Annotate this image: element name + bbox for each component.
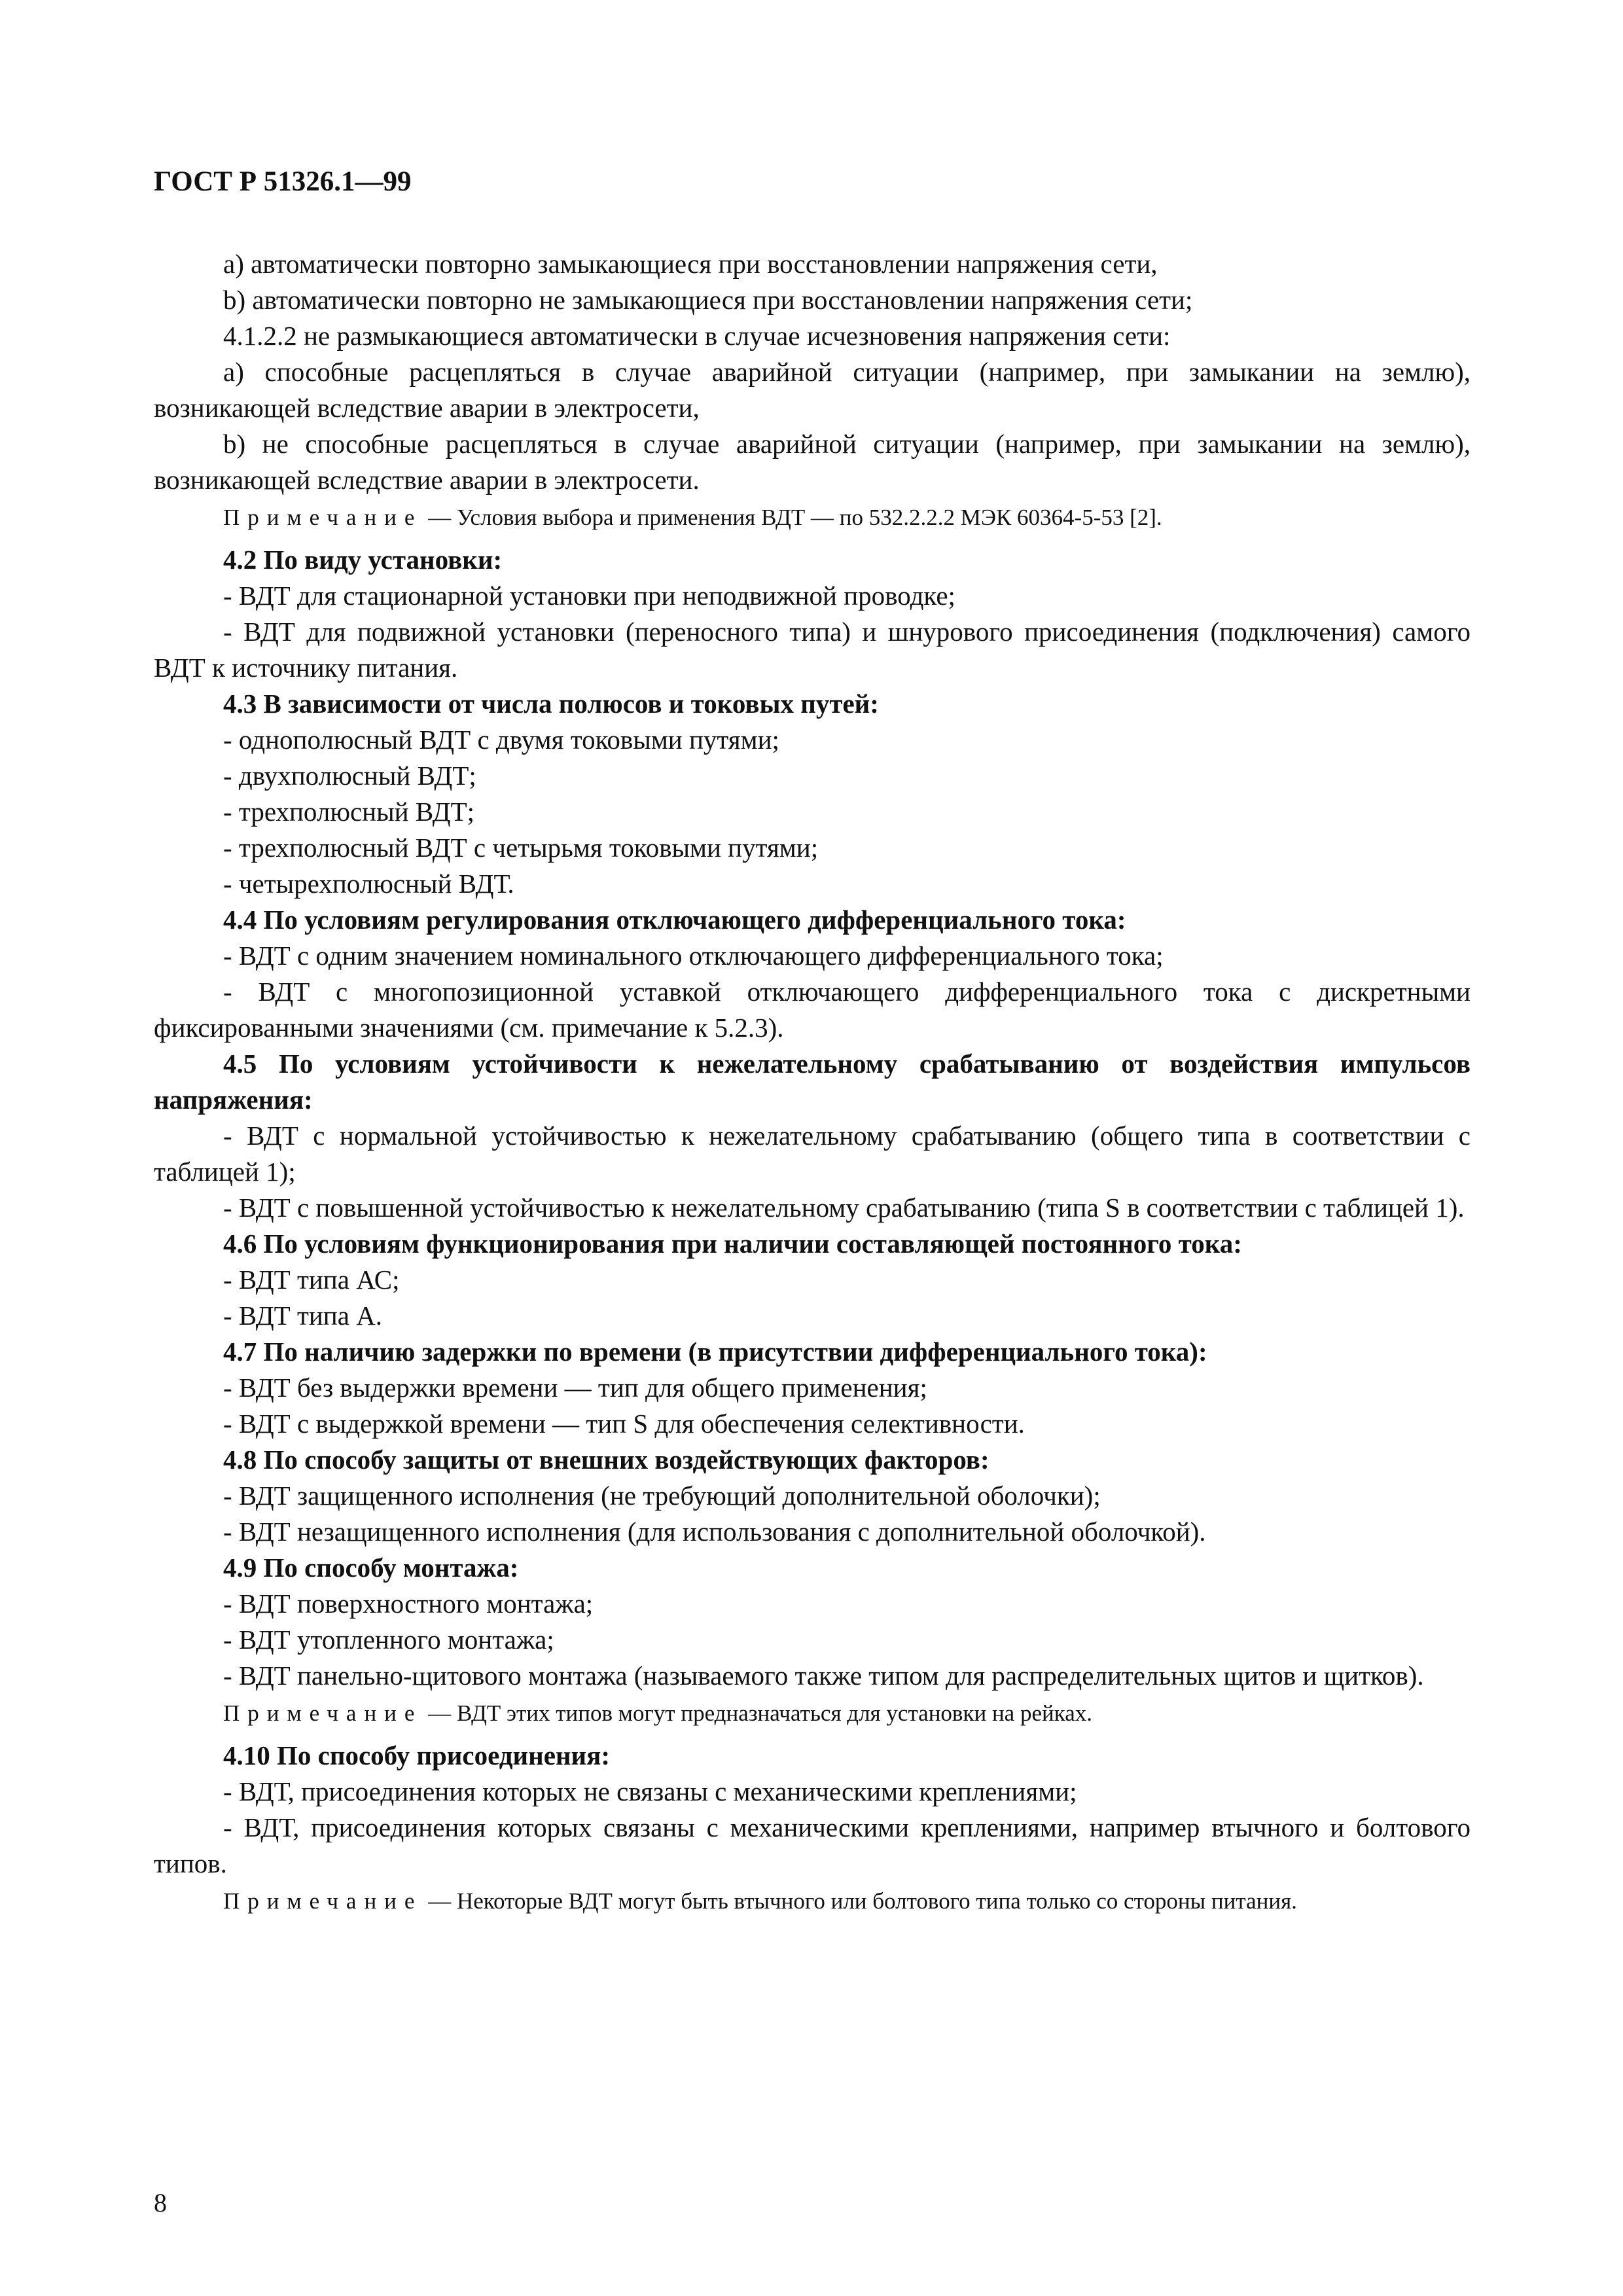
section-heading-4-7: 4.7 По наличию задержки по времени (в присутствии дифференциального тока): xyxy=(223,1336,1207,1367)
list-item: - четырехполюсный ВДТ. xyxy=(223,869,514,899)
page-number: 8 xyxy=(154,2188,167,2217)
note-label: Примечание xyxy=(223,505,423,530)
list-item: - ВДТ с многопозиционной уставкой отключающего дифференциального тока с дискретными фиксированными значениями (см. примечание к 5.2.3). xyxy=(154,977,1471,1043)
list-item: - ВДТ с повышенной устойчивостью к нежелательному срабатыванию (типа S в соответствии с таблицей 1). xyxy=(223,1193,1465,1223)
list-item: - ВДТ незащищенного исполнения (для использования с дополнительной оболочкой). xyxy=(223,1516,1206,1547)
document-header-title: ГОСТ Р 51326.1—99 xyxy=(154,166,412,197)
note xyxy=(154,502,1471,533)
list-item: - ВДТ без выдержки времени — тип для общего применения; xyxy=(223,1372,927,1403)
section-heading-4-4: 4.4 По условиям регулирования отключающего дифференциального тока: xyxy=(223,905,1126,935)
paragraph: 4.1.2.2 не размыкающиеся автоматически в случае исчезновения напряжения сети: xyxy=(223,321,1171,351)
list-item: - ВДТ утопленного монтажа; xyxy=(223,1624,554,1655)
note-label: Примечание xyxy=(223,1888,423,1914)
section-heading-4-3: 4.3 В зависимости от числа полюсов и токовых путей: xyxy=(223,689,879,719)
note-text: — Некоторые ВДТ могут быть втычного или болтового типа только со стороны питания. xyxy=(422,1888,1297,1914)
section-heading-4-2: 4.2 По виду установки: xyxy=(223,545,503,575)
paragraph: b) не способные расцепляться в случае аварийной ситуации (например, при замыкании на землю), возникающей вследствие аварии в электросети. xyxy=(154,429,1471,495)
list-item: - ВДТ типа АС; xyxy=(223,1265,400,1295)
note-text: — Условия выбора и применения ВДТ — по 532.2.2.2 МЭК 60364-5-53 [2]. xyxy=(422,505,1162,530)
list-item: - ВДТ с одним значением номинального отключающего дифференциального тока; xyxy=(223,941,1164,971)
list-item: - ВДТ для подвижной установки (переносного типа) и шнурового присоединения (подключения) самого ВДТ к источнику питания. xyxy=(154,617,1471,683)
section-heading-4-10: 4.10 По способу присоединения: xyxy=(223,1740,611,1770)
list-item: - ВДТ, присоединения которых связаны с механическими креплениями, например втычного и болтового типов. xyxy=(154,1812,1471,1878)
note-label: Примечание xyxy=(223,1700,423,1726)
section-heading-4-6: 4.6 По условиям функционирования при наличии составляющей постоянного тока: xyxy=(223,1229,1242,1259)
list-item: - ВДТ защищенного исполнения (не требующий дополнительной оболочки); xyxy=(223,1480,1101,1511)
list-item: - ВДТ панельно-щитового монтажа (называемого также типом для распределительных щитов и щитков). xyxy=(223,1660,1424,1691)
section-heading-4-8: 4.8 По способу защиты от внешних воздействующих факторов: xyxy=(223,1444,990,1475)
section-heading-4-9: 4.9 По способу монтажа: xyxy=(223,1552,519,1583)
list-item: - трехполюсный ВДТ; xyxy=(223,797,475,827)
note xyxy=(154,1886,1471,1916)
paragraph: b) автоматически повторно не замыкающиеся при восстановлении напряжения сети; xyxy=(223,285,1193,315)
list-item: - трехполюсный ВДТ с четырьмя токовыми путями; xyxy=(223,833,819,863)
list-item: - ВДТ типа А. xyxy=(223,1300,383,1331)
section-heading-4-5: 4.5 По условиям устойчивости к нежелательному срабатыванию от воздействия импульсов напряжения: xyxy=(154,1049,1471,1115)
list-item: - однополюсный ВДТ с двумя токовыми путями; xyxy=(223,725,779,755)
paragraph: a) способные расцепляться в случае аварийной ситуации (например, при замыкании на землю), возникающей вследствие аварии в электросети, xyxy=(154,357,1471,423)
document-page xyxy=(154,164,1471,1926)
note xyxy=(154,1698,1471,1729)
list-item: - ВДТ поверхностного монтажа; xyxy=(223,1588,594,1619)
list-item: - ВДТ, присоединения которых не связаны с механическими креплениями; xyxy=(223,1776,1077,1806)
list-item: - ВДТ с нормальной устойчивостью к нежелательному срабатыванию (общего типа в соответствии с таблицей 1); xyxy=(154,1121,1471,1187)
list-item: - ВДТ для стационарной установки при неподвижной проводке; xyxy=(223,581,955,611)
paragraph: a) автоматически повторно замыкающиеся при восстановлении напряжения сети, xyxy=(223,249,1158,279)
list-item: - двухполюсный ВДТ; xyxy=(223,761,476,791)
list-item: - ВДТ с выдержкой времени — тип S для обеспечения селективности. xyxy=(223,1408,1025,1439)
note-text: — ВДТ этих типов могут предназначаться для установки на рейках. xyxy=(422,1700,1092,1726)
